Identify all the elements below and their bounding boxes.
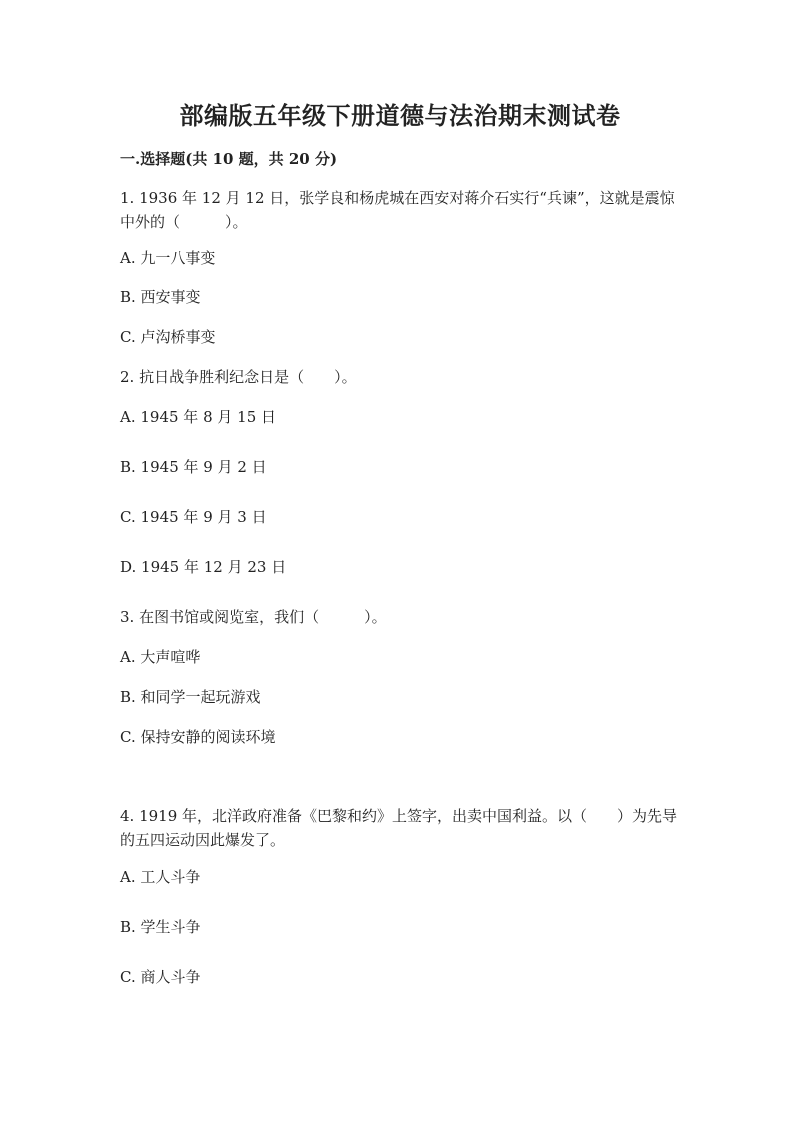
section-heading: 一.选择题(共 10 题，共 20 分) (120, 150, 338, 168)
question-1-option-b: B. 西安事变 (120, 288, 201, 306)
question-3-option-b: B. 和同学一起玩游戏 (120, 688, 261, 706)
question-2-text: 2. 抗日战争胜利纪念日是（ ）。 (120, 368, 357, 386)
question-2-option-b: B. 1945 年 9 月 2 日 (120, 458, 267, 476)
question-4-option-a: A. 工人斗争 (120, 868, 201, 886)
question-4-option-c: C. 商人斗争 (120, 968, 201, 986)
question-1-text: 1. 1936 年 12 月 12 日，张学良和杨虎城在西安对蒋介石实行“兵谏”，这就是震惊中外的（ ）。 (120, 189, 675, 231)
question-2-option-a: A. 1945 年 8 月 15 日 (120, 408, 277, 426)
question-4-text: 4. 1919 年，北洋政府准备《巴黎和约》上签字，出卖中国利益。以（ ）为先导的五四运动因此爆发了。 (120, 807, 678, 849)
question-1-option-a: A. 九一八事变 (120, 249, 216, 267)
question-1-option-c: C. 卢沟桥事变 (120, 328, 216, 346)
question-2-option-c: C. 1945 年 9 月 3 日 (120, 508, 267, 526)
page-title: 部编版五年级下册道德与法治期末测试卷 (179, 101, 621, 130)
question-3-option-a: A. 大声喧哗 (120, 648, 201, 666)
question-3-option-c: C. 保持安静的阅读环境 (120, 728, 276, 746)
question-4-option-b: B. 学生斗争 (120, 918, 201, 936)
question-3-text: 3. 在图书馆或阅览室，我们（ ）。 (120, 608, 387, 626)
question-2-option-d: D. 1945 年 12 月 23 日 (120, 558, 287, 576)
